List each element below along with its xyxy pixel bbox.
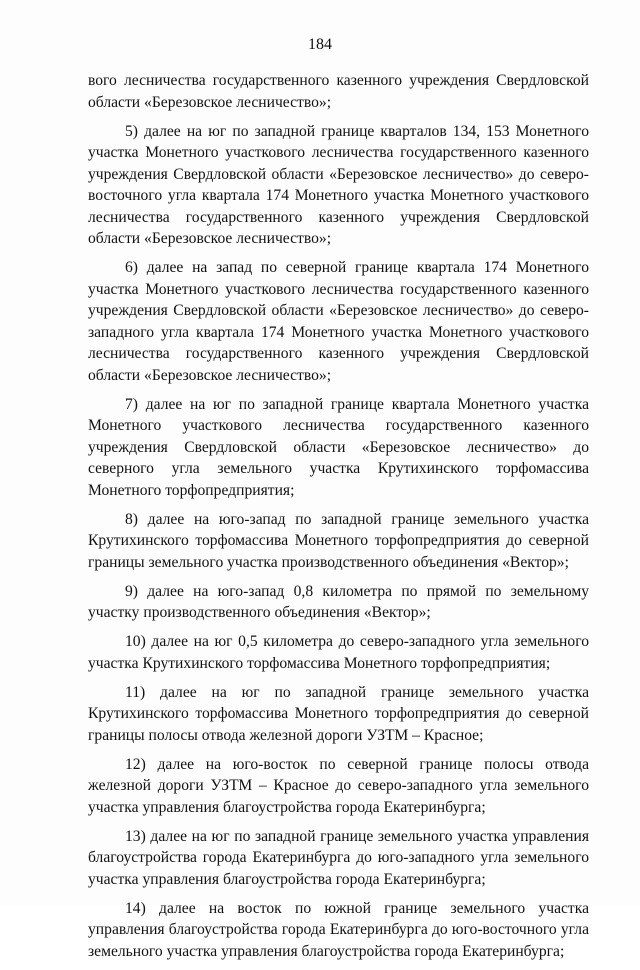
paragraph-item-5: 5) далее на юг по западной границе кварталов 134, 153 Монетного участка Монетного участкового лесничества государственного казенного учреждения Свердловской области «Березовское лесничество» до северо-восточного угла квартала 174 Монетного участка Монетного участкового лесничества государственного казенного учреждения Свердловской области «Березовское лесничество»;	[88, 122, 589, 247]
paragraph-item-10: 10) далее на юг 0,5 километра до северо-западного угла земельного участка Крутихинского торфомассива Монетного торфопредприятия;	[88, 633, 589, 672]
paragraph-item-6: 6) далее на запад по северной границе квартала 174 Монетного участка Монетного участкового лесничества государственного казенного учреждения Свердловской области «Березовское лесничество» до северо-западного угла квартала 174 Монетного участка Монетного участкового лесничества государственного казенного учреждения Свердловской области «Березовское лесничество»;	[88, 259, 589, 384]
paragraph-item-14: 14) далее на восток по южной границе земельного участка управления благоустройства города Екатеринбурга до юго-восточного угла земельного участка управления благоустройства города Екатеринбурга;	[88, 899, 589, 960]
paragraph-continuation: вого лесничества государственного казенного учреждения Свердловской области «Березовское лесничество»;	[88, 72, 589, 111]
page-number: 184	[308, 36, 332, 53]
paragraph-item-11: 11) далее на юг по западной границе земельного участка Крутихинского торфомассива Монетного торфопредприятия до северной границы полосы отвода железной дороги УЗТМ – Красное;	[88, 683, 589, 744]
paragraph-item-9: 9) далее на юго-запад 0,8 километра по прямой по земельному участку производственного объединения «Вектор»;	[88, 582, 589, 621]
document-body	[88, 70, 589, 970]
paragraph-item-12: 12) далее на юго-восток по северной границе полосы отвода железной дороги УЗТМ – Красное до северо-западного угла земельного участка управления благоустройства города Екатеринбурга;	[88, 755, 589, 816]
paragraph-item-13: 13) далее на юг по западной границе земельного участка управления благоустройства города Екатеринбурга до юго-западного угла земельного участка управления благоустройства города Екатеринбурга;	[88, 827, 589, 888]
paragraph-item-8: 8) далее на юго-запад по западной границе земельного участка Крутихинского торфомассива Монетного торфопредприятия до северной границы земельного участка производственного объединения «Вектор»;	[88, 510, 589, 571]
paragraph-item-7: 7) далее на юг по западной границе квартала Монетного участка Монетного участкового лесничества государственного казенного учреждения Свердловской области «Березовское лесничество» до северного угла земельного участка Крутихинского торфомассива Монетного торфопредприятия;	[88, 395, 589, 499]
